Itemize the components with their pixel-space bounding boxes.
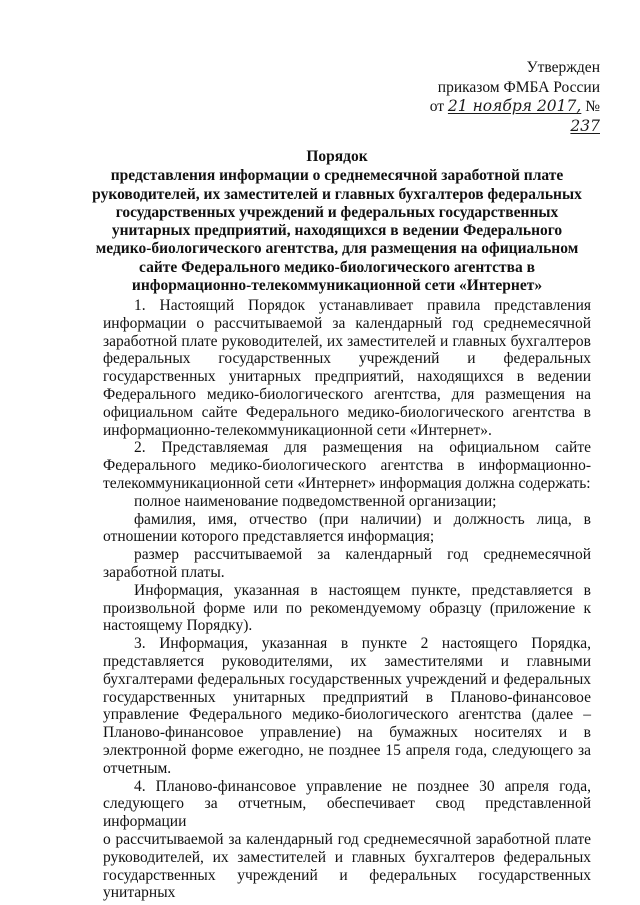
handwritten-number: 237: [570, 116, 600, 135]
title-heading: Порядок: [306, 148, 368, 165]
approval-line-approved: Утвержден: [526, 59, 600, 76]
title-subtitle: представления информации о среднемесячной заработной плате руководителей, их заместителей и главных бухгалтеров федеральных государственных учреждений и федеральных государственных унитарных предприятий, находящихся в ведении Федерального медико-биологического агентства, для размещения на официальном сайте Федерального медико-биологического агентства в информационно-телекоммуникационной сети «Интернет»: [92, 167, 582, 295]
paragraph-4: 4. Планово-финансовое управление не позднее 30 апреля года, следующего за отчетным, обеспечивает свод представленной информации: [103, 777, 591, 831]
paragraph-4-continued: о рассчитываемой за календарный год среднемесячной заработной плате руководителей, их заместителей и главных бухгалтеров федеральных государственных учреждений и федеральных государственных унитарных: [103, 830, 591, 902]
paragraph-3: 3. Информация, указанная в пункте 2 настоящего Порядка, представляется руководителями, их заместителями и главными бухгалтерами федеральных государственных учреждений и федеральных государственных унитарных предприятий в Планово-финансовое управление Федерального медико-биологического агентства (далее – Планово-финансовое управление) на бумажных носителях и в электронной форме ежегодно, не позднее 15 апреля года, следующего за отчетным.: [103, 635, 591, 777]
document-title: [84, 148, 590, 295]
paragraph-1: 1. Настоящий Порядок устанавливает правила представления информации о рассчитываемой за календарный год среднемесячной заработной плате руководителей, их заместителей и главных бухгалтеров федеральных государственных учреждений и федеральных государственных унитарных предприятий, находящихся в ведении Федерального медико-биологического агентства, для размещения на официальном сайте Федерального медико-биологического агентства в информационно-телекоммуникационной сети «Интернет».: [103, 297, 591, 439]
paragraph-2-item-name: полное наименование подведомственной организации;: [134, 492, 497, 510]
paragraph-2-note: Информация, указанная в настоящем пункте, представляется в произвольной форме или по рекомендуемому образцу (приложение к настоящему Порядку).: [103, 581, 591, 635]
paragraph-2-item-salary: размер рассчитываемой за календарный год среднемесячной заработной платы.: [103, 546, 591, 581]
paragraph-2: 2. Представляемая для размещения на официальном сайте Федерального медико-биологического агентства в информационно-телекоммуникационной сети «Интернет» информация должна содержать:: [103, 439, 591, 492]
handwritten-date: 21 ноября 2017,: [447, 97, 582, 115]
approval-line-order: приказом ФМБА России: [437, 78, 600, 96]
paragraph-2-item-person: фамилия, имя, отчество (при наличии) и должность лица, в отношении которого представляется информация;: [103, 510, 591, 546]
document-body: [103, 297, 591, 902]
number-prefix: №: [585, 98, 600, 115]
date-prefix: от: [429, 98, 445, 115]
approval-stamp: [420, 58, 600, 136]
approval-line-date: [420, 97, 600, 136]
